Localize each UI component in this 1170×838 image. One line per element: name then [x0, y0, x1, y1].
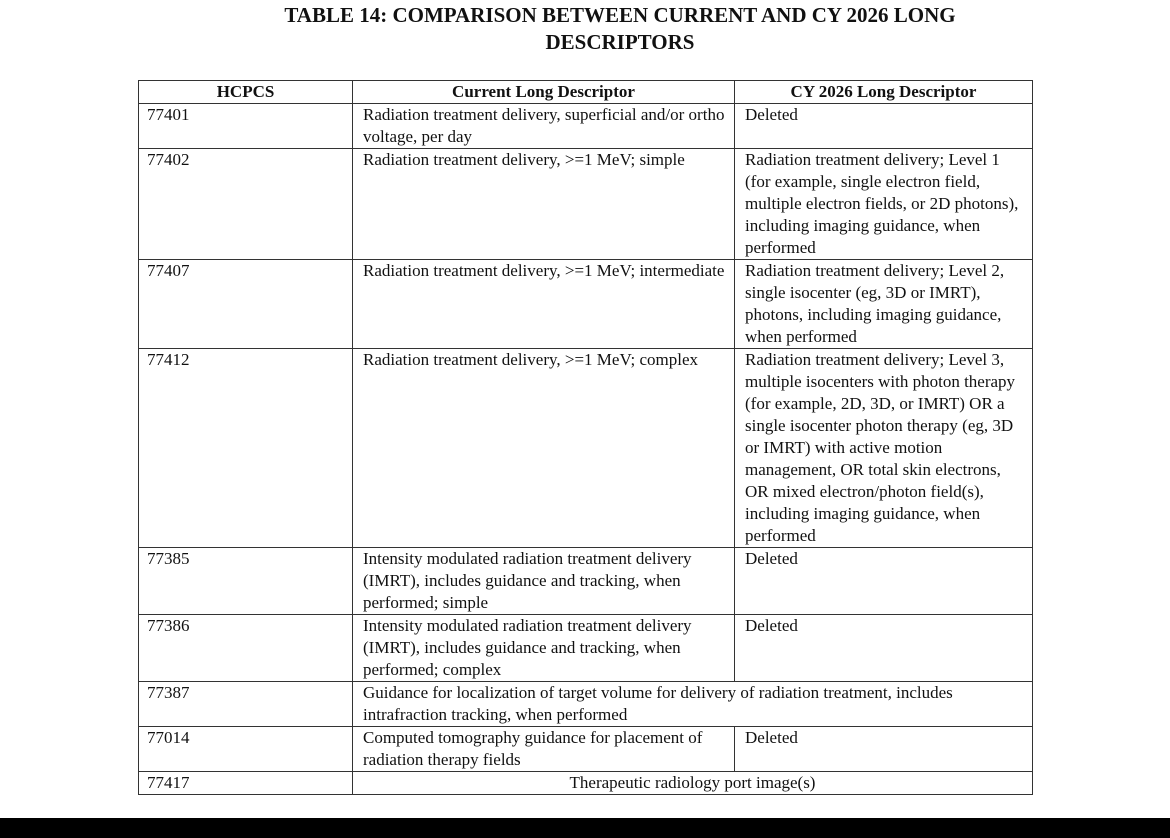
- table-row: [139, 727, 1033, 772]
- cy2026-descriptor: Deleted: [735, 727, 1033, 772]
- cy2026-descriptor: Radiation treatment delivery; Level 2, single isocenter (eg, 3D or IMRT), photons, including imaging guidance, when performed: [735, 260, 1033, 349]
- current-descriptor: Intensity modulated radiation treatment delivery (IMRT), includes guidance and tracking, when performed; simple: [353, 548, 735, 615]
- header-cy2026-descriptor: CY 2026 Long Descriptor: [735, 81, 1033, 104]
- merged-descriptor: Therapeutic radiology port image(s): [353, 772, 1033, 795]
- hcpcs-code: 77407: [139, 260, 353, 349]
- current-descriptor: Radiation treatment delivery, superficial and/or ortho voltage, per day: [353, 104, 735, 149]
- current-descriptor: Radiation treatment delivery, >=1 MeV; simple: [353, 149, 735, 260]
- hcpcs-code: 77386: [139, 615, 353, 682]
- table-row: [139, 349, 1033, 548]
- table-row: [139, 548, 1033, 615]
- hcpcs-code: 77412: [139, 349, 353, 548]
- table-row: [139, 149, 1033, 260]
- cy2026-descriptor: Radiation treatment delivery; Level 3, multiple isocenters with photon therapy (for example, 2D, 3D, or IMRT) OR a single isocenter photon therapy (eg, 3D or IMRT) with active motion management, OR total skin electrons, OR mixed electron/photon field(s), including imaging guidance, when performed: [735, 349, 1033, 548]
- current-descriptor: Computed tomography guidance for placement of radiation therapy fields: [353, 727, 735, 772]
- cy2026-descriptor: Deleted: [735, 548, 1033, 615]
- cy2026-descriptor: Deleted: [735, 615, 1033, 682]
- table-title: [250, 2, 990, 56]
- hcpcs-code: 77417: [139, 772, 353, 795]
- hcpcs-code: 77401: [139, 104, 353, 149]
- hcpcs-code: 77385: [139, 548, 353, 615]
- table-title-line-1: TABLE 14: COMPARISON BETWEEN CURRENT AND CY 2026 LONG: [284, 3, 956, 27]
- hcpcs-code: 77014: [139, 727, 353, 772]
- table-row: [139, 104, 1033, 149]
- hcpcs-code: 77387: [139, 682, 353, 727]
- current-descriptor: Radiation treatment delivery, >=1 MeV; intermediate: [353, 260, 735, 349]
- header-hcpcs: HCPCS: [139, 81, 353, 104]
- cy2026-descriptor: Radiation treatment delivery; Level 1 (for example, single electron field, multiple electron fields, or 2D photons), including imaging guidance, when performed: [735, 149, 1033, 260]
- table-row: [139, 772, 1033, 795]
- table-row: [139, 615, 1033, 682]
- table-header-row: [139, 81, 1033, 104]
- header-current-descriptor: Current Long Descriptor: [353, 81, 735, 104]
- table-title-line-2: DESCRIPTORS: [545, 30, 695, 54]
- table-row: [139, 682, 1033, 727]
- table-row: [139, 260, 1033, 349]
- hcpcs-code: 77402: [139, 149, 353, 260]
- current-descriptor: Radiation treatment delivery, >=1 MeV; complex: [353, 349, 735, 548]
- cy2026-descriptor: Deleted: [735, 104, 1033, 149]
- bottom-black-bar: [0, 818, 1170, 838]
- descriptor-comparison-table: [138, 80, 1033, 795]
- merged-descriptor: Guidance for localization of target volume for delivery of radiation treatment, includes intrafraction tracking, when performed: [353, 682, 1033, 727]
- current-descriptor: Intensity modulated radiation treatment delivery (IMRT), includes guidance and tracking, when performed; complex: [353, 615, 735, 682]
